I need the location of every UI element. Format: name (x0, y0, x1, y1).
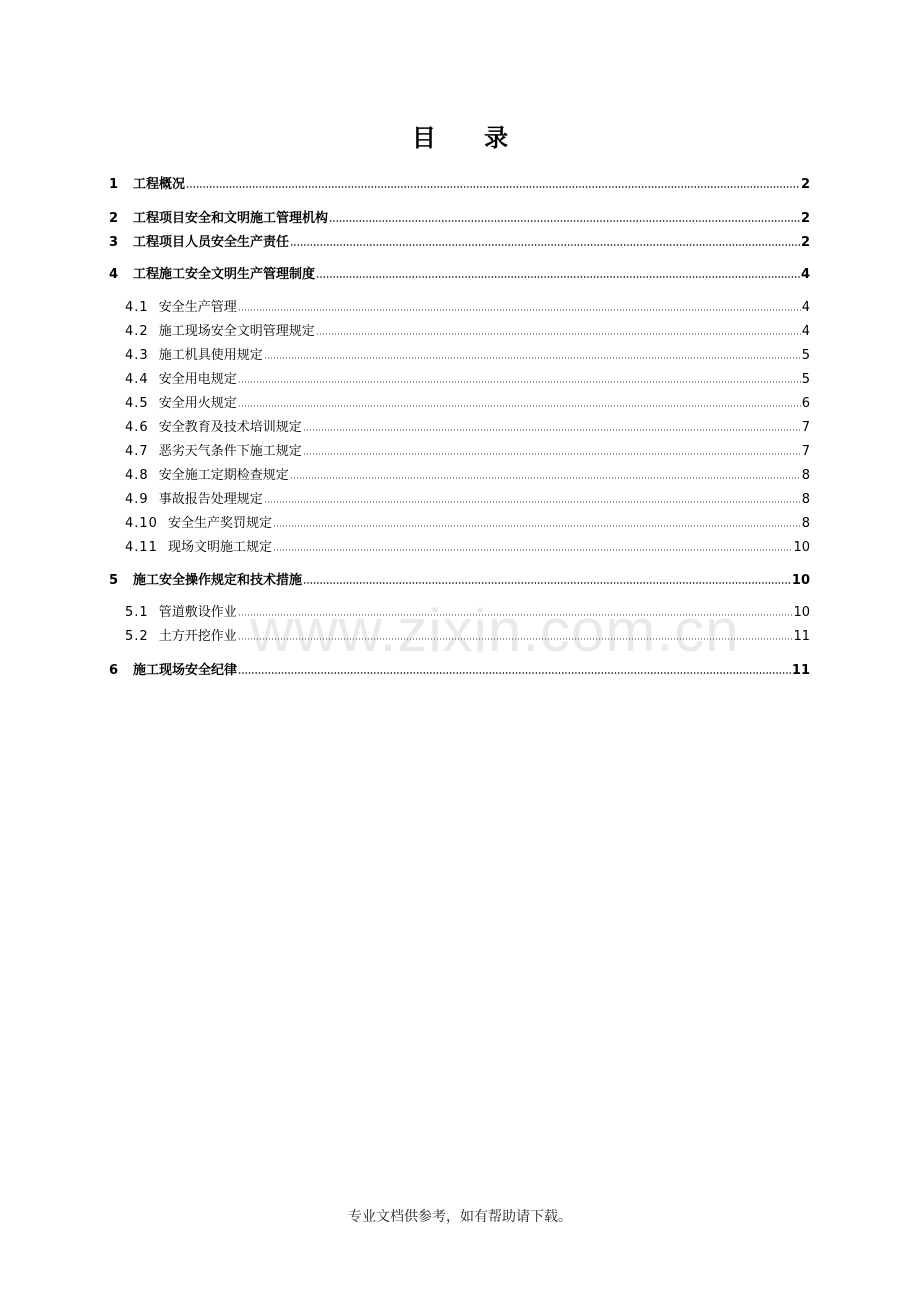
toc-entry-page: 2 (800, 211, 810, 226)
toc-entry-text: 工程项目安全和文明施工管理机构 (133, 211, 329, 226)
toc-dot-leader (186, 186, 800, 188)
toc-dot-leader (316, 333, 801, 335)
toc-dot-leader (303, 453, 801, 455)
toc-entry-number: 5.1 (125, 605, 149, 620)
toc-entry-page: 8 (801, 468, 810, 483)
toc-entry-text: 安全生产管理 (158, 300, 237, 315)
toc-entry-number: 4.9 (125, 492, 149, 507)
toc-entry[interactable] (109, 339, 810, 363)
toc-entry-page: 7 (801, 444, 810, 459)
toc-dot-leader (329, 220, 800, 222)
toc-entry-number: 4.4 (125, 372, 149, 387)
toc-entry-number: 4.8 (125, 468, 149, 483)
toc-dot-leader (290, 244, 800, 246)
toc-entry-page: 8 (801, 516, 810, 531)
toc-entry-text: 恶劣天气条件下施工规定 (158, 444, 302, 459)
toc-entry-text: 安全施工定期检查规定 (158, 468, 289, 483)
toc-entry-page: 10 (793, 540, 810, 555)
toc-entry[interactable] (109, 531, 810, 555)
toc-entry-page: 2 (800, 235, 810, 250)
toc-entry-text: 管道敷设作业 (158, 605, 237, 620)
toc-entry-number: 4.3 (125, 348, 149, 363)
toc-entry[interactable] (109, 596, 810, 620)
toc-dot-leader (273, 549, 792, 551)
toc-entry-page: 11 (793, 629, 810, 644)
toc-entry-number: 5 (109, 573, 119, 588)
toc-entry[interactable] (109, 387, 810, 411)
toc-entry-text: 现场文明施工规定 (167, 540, 272, 555)
toc-entry-text: 施工现场安全文明管理规定 (158, 324, 315, 339)
toc-dot-leader (303, 582, 791, 584)
toc-entry[interactable] (109, 459, 810, 483)
toc-title: 目 录 (411, 124, 529, 152)
toc-entry-number: 4.7 (125, 444, 149, 459)
toc-entry[interactable] (109, 363, 810, 387)
toc-entry[interactable] (109, 507, 810, 531)
toc-entry-text: 施工机具使用规定 (158, 348, 263, 363)
toc-entry[interactable] (109, 291, 810, 315)
toc-dot-leader (238, 405, 801, 407)
toc-entry-text: 工程概况 (133, 177, 186, 192)
toc-entry-text: 安全教育及技术培训规定 (158, 420, 302, 435)
toc-entry[interactable] (109, 226, 810, 250)
toc-entry-number: 1 (109, 177, 119, 192)
toc-entry-number: 3 (109, 235, 119, 250)
toc-entry[interactable] (109, 564, 810, 588)
toc-dot-leader (316, 276, 800, 278)
toc-dot-leader (290, 477, 801, 479)
toc-entry-number: 4.5 (125, 396, 149, 411)
toc-dot-leader (238, 638, 793, 640)
toc-dot-leader (264, 501, 801, 503)
toc-entry-text: 安全用电规定 (158, 372, 237, 387)
toc-entry-text: 安全用火规定 (158, 396, 237, 411)
toc-dot-leader (303, 429, 801, 431)
toc-entry-page: 4 (801, 300, 810, 315)
toc-dot-leader (264, 357, 801, 359)
toc-entry[interactable] (109, 315, 810, 339)
toc-entry-number: 6 (109, 663, 119, 678)
toc-entry[interactable] (109, 620, 810, 644)
toc-entry[interactable] (109, 202, 810, 226)
toc-entry-page: 4 (801, 324, 810, 339)
toc-entry-page: 5 (801, 348, 810, 363)
toc-entry-text: 工程施工安全文明生产管理制度 (133, 267, 316, 282)
page-footer: 专业文档供参考，如有帮助请下载。 (348, 1209, 572, 1225)
toc-entry-number: 5.2 (125, 629, 149, 644)
toc-entry-page: 10 (791, 573, 810, 588)
toc-entry-text: 工程项目人员安全生产责任 (133, 235, 290, 250)
toc-entry-text: 施工现场安全纪律 (133, 663, 238, 678)
toc-entry-number: 4 (109, 267, 119, 282)
toc-entry-page: 4 (800, 267, 810, 282)
toc-entry-number: 4.1 (125, 300, 149, 315)
toc-entry-page: 7 (801, 420, 810, 435)
toc-entry[interactable] (109, 654, 810, 678)
toc-entry-page: 10 (793, 605, 810, 620)
toc-entry[interactable] (109, 435, 810, 459)
toc-entry[interactable] (109, 483, 810, 507)
toc-entry-page: 2 (800, 177, 810, 192)
toc-dot-leader (238, 614, 793, 616)
toc-entry-number: 2 (109, 211, 119, 226)
toc-entry[interactable] (109, 411, 810, 435)
toc-entry-page: 8 (801, 492, 810, 507)
toc-entry-page: 5 (801, 372, 810, 387)
toc-entry-number: 4.6 (125, 420, 149, 435)
toc-entry-number: 4.2 (125, 324, 149, 339)
toc-entry-page: 6 (801, 396, 810, 411)
toc-dot-leader (273, 525, 801, 527)
toc-entry-text: 施工安全操作规定和技术措施 (133, 573, 303, 588)
toc-entry-page: 11 (791, 663, 810, 678)
toc-entry[interactable] (109, 258, 810, 282)
toc-dot-leader (238, 309, 801, 311)
watermark: www.zixin.com.cn (250, 597, 740, 664)
toc-entry[interactable] (109, 168, 810, 192)
toc-entry-number: 4.10 (125, 516, 158, 531)
toc-dot-leader (238, 381, 801, 383)
toc-entry-text: 事故报告处理规定 (158, 492, 263, 507)
toc-entry-number: 4.11 (125, 540, 158, 555)
toc-entry-text: 土方开挖作业 (158, 629, 237, 644)
toc-dot-leader (238, 672, 791, 674)
toc-entry-text: 安全生产奖罚规定 (167, 516, 272, 531)
